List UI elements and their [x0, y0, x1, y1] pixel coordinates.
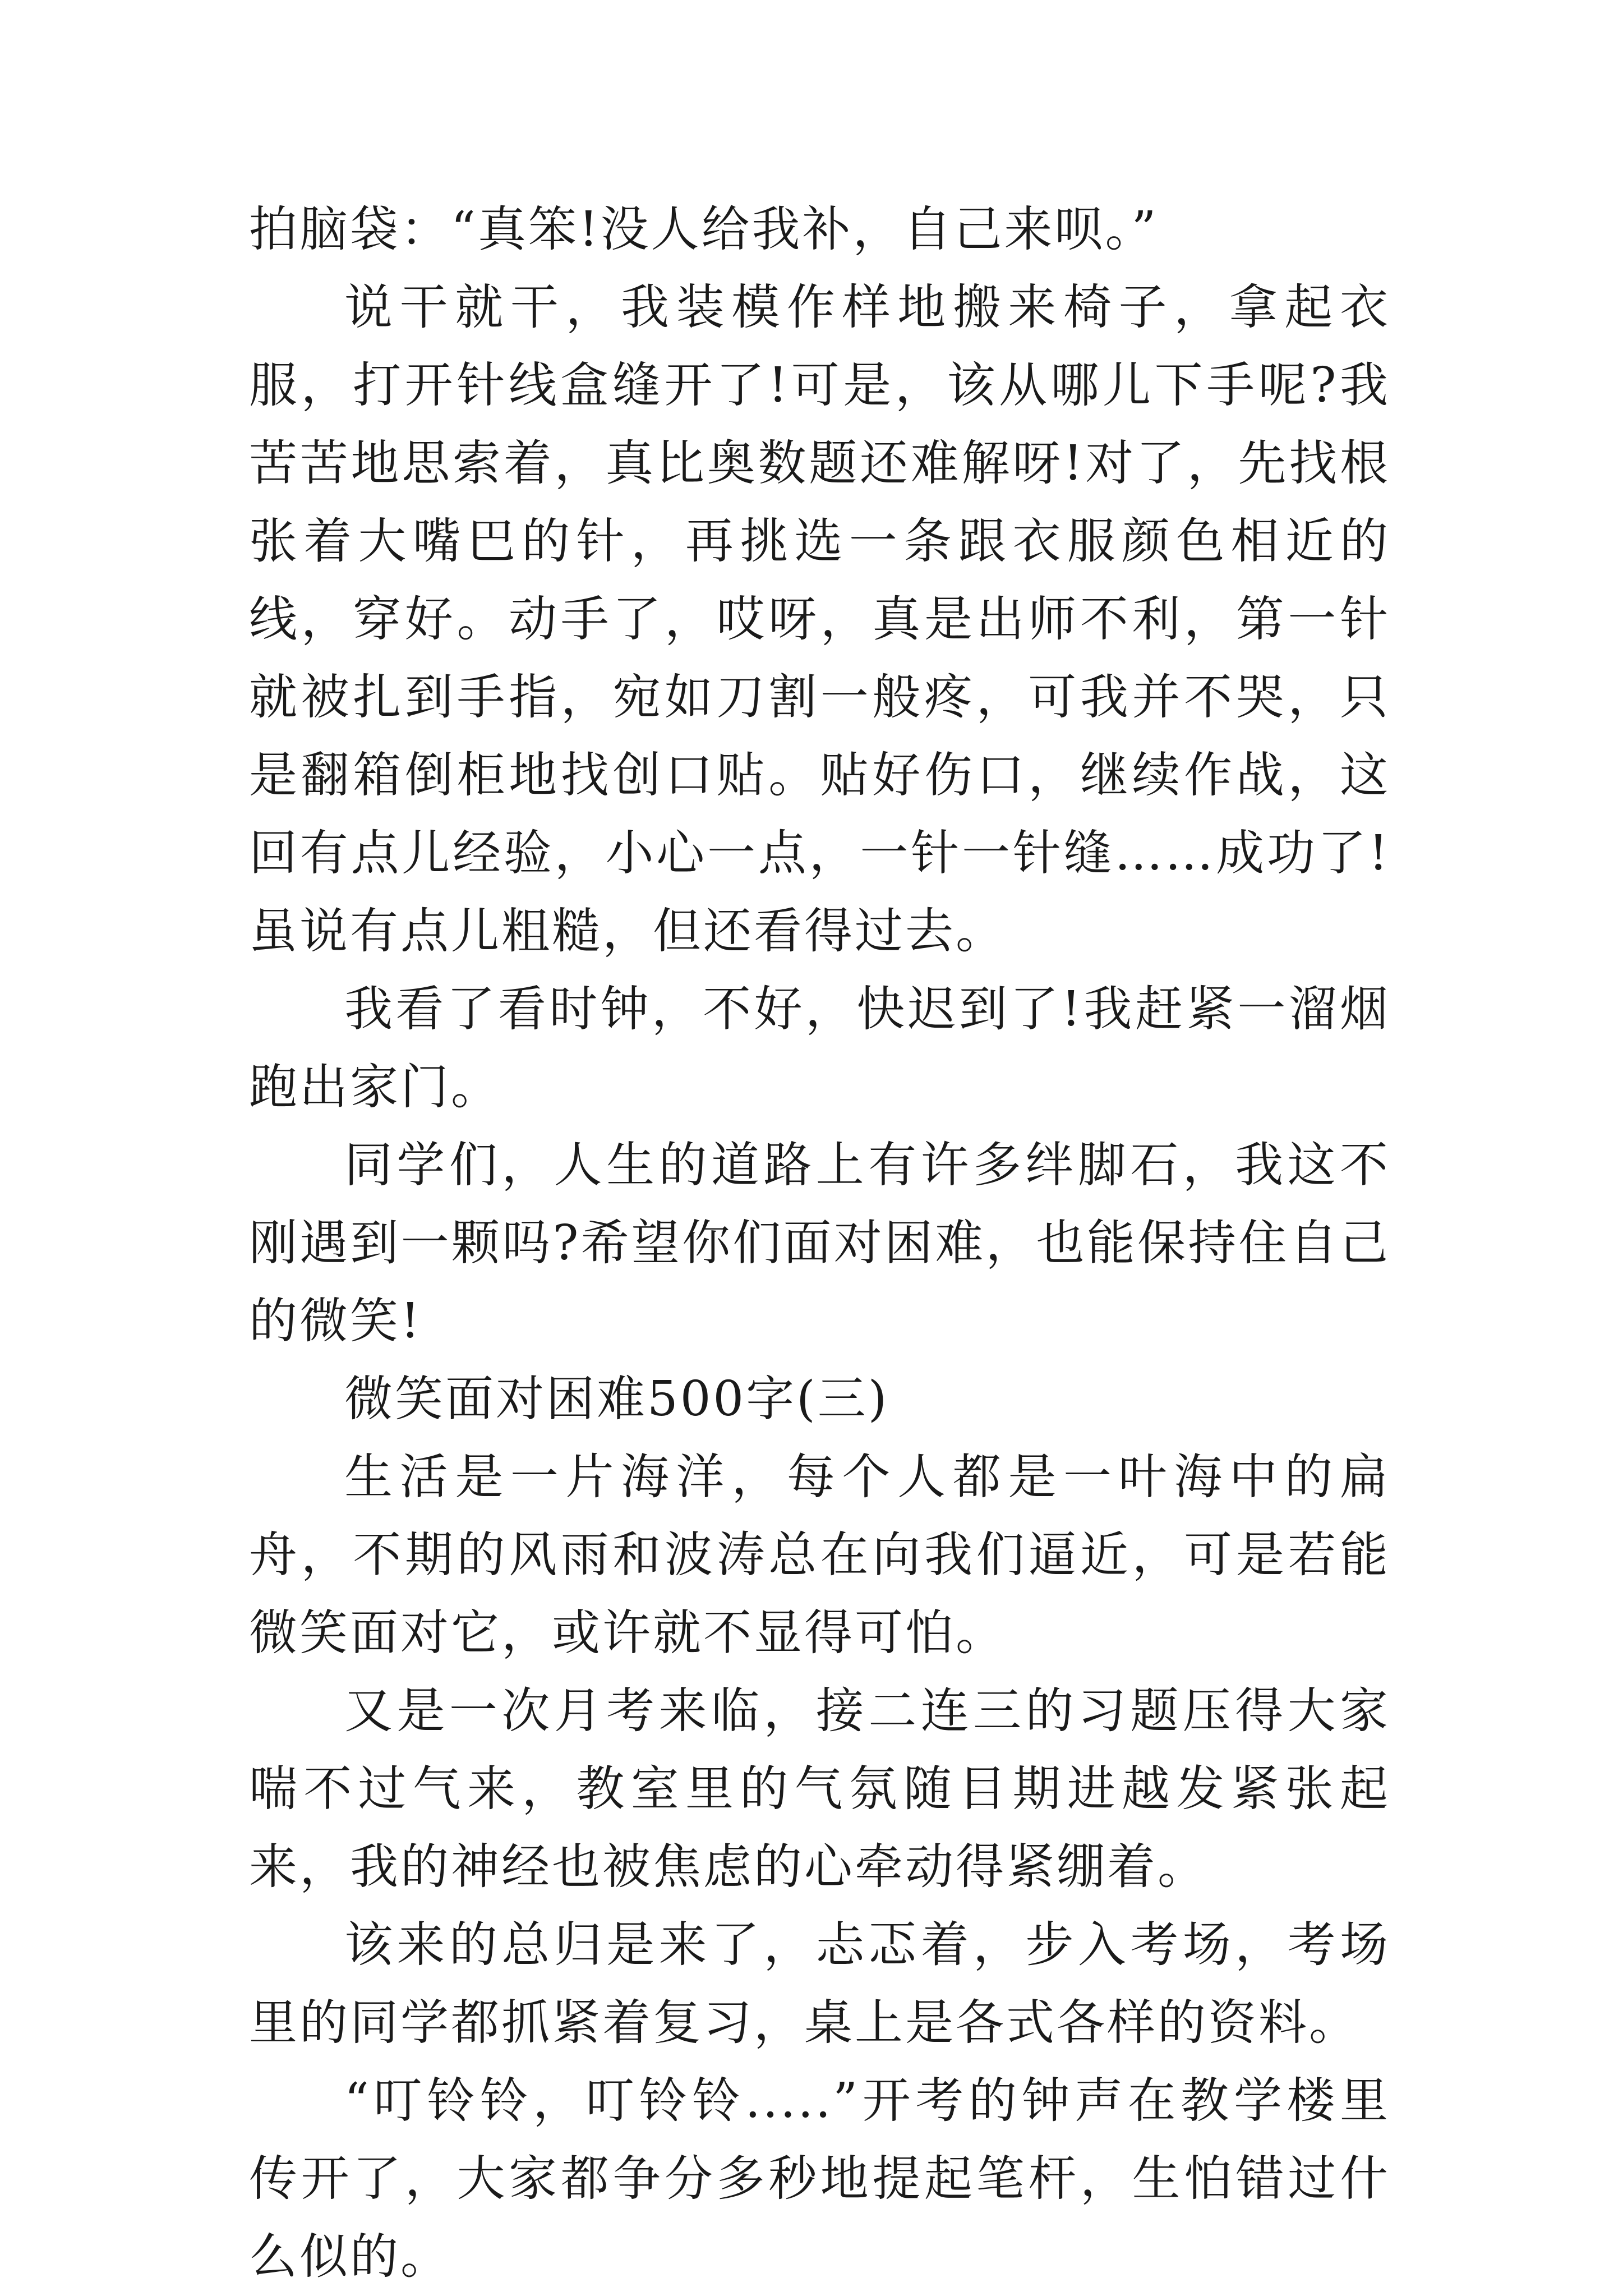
paragraph-bell: “叮铃铃，叮铃铃.....”开考的钟声在教学楼里传开了，大家都争分多秒地提起笔杆，生怕错过什么似的。 — [249, 2073, 1390, 2285]
paragraph-life-ocean: 生活是一片海洋，每个人都是一叶海中的扁舟，不期的风雨和波涛总在向我们逼近，可是若能微笑面对它，或许就不显得可怕。 — [249, 1449, 1390, 1661]
paragraph-monthly-exam: 又是一次月考来临，接二连三的习题压得大家喘不过气来，教室里的气氛随目期进越发紧张起来，我的神经也被焦虑的心牵动得紧绷着。 — [249, 1683, 1390, 1895]
document-body — [249, 191, 1390, 2296]
paragraph-late: 我看了看时钟，不好，快迟到了!我赶紧一溜烟跑出家门。 — [249, 981, 1390, 1115]
section-heading: 微笑面对困难500字(三) — [344, 1371, 889, 1427]
paragraph-exam-room: 该来的总归是来了，忐忑着，步入考场，考场里的同学都抓紧着复习，桌上是各式各样的资料。 — [249, 1917, 1390, 2051]
paragraph-sewing: 说干就干，我装模作样地搬来椅子，拿起衣服，打开针线盒缝开了!可是，该从哪儿下手呢?我苦苦地思索着，真比奥数题还难解呀!对了，先找根张着大嘴巴的针，再挑选一条跟衣服颜色相近的线，穿好。动手了，哎呀，真是出师不利，第一针就被扎到手指，宛如刀割一般疼，可我并不哭，只是翻箱倒柜地找创口贴。贴好伤口，继续作战，这回有点儿经验，小心一点，一针一针缝……成功了!虽说有点儿粗糙，但还看得过去。 — [249, 279, 1390, 959]
paragraph-continuation: 拍脑袋：“真笨!没人给我补，自己来呗。” — [249, 201, 1159, 257]
paragraph-classmates: 同学们，人生的道路上有许多绊脚石，我这不刚遇到一颗吗?希望你们面对困难，也能保持住自己的微笑! — [249, 1137, 1390, 1349]
